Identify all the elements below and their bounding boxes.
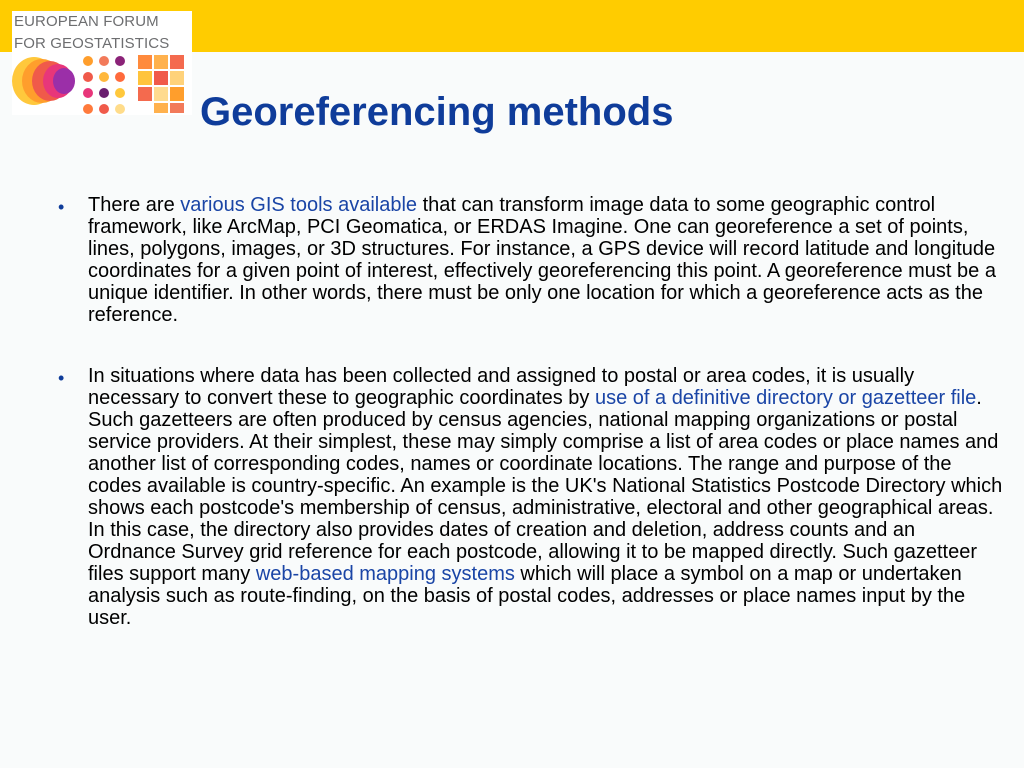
logo-text-line-1: EUROPEAN FORUM — [14, 13, 159, 30]
bullet-text: In situations where data has been collected and assigned to postal or area codes, it is usually necessary to convert these to geographic coordinates by — [88, 365, 915, 409]
bullet-list — [58, 194, 1008, 629]
bullet-text: which will place a symbol on a map or undertaken analysis such as route-finding, on the basis of postal codes, addresses or place names input by the user. — [88, 563, 966, 629]
logo — [12, 11, 192, 115]
bullet-item-gazetteer — [58, 365, 1008, 629]
bullet-dot-icon: • — [58, 368, 65, 388]
bullet-item-gis-tools — [58, 194, 1008, 326]
link-gazetteer-file[interactable]: use of a definitive directory or gazetteer file — [594, 387, 977, 409]
bullet-text: . Such gazetteers are often produced by census agencies, national mapping organizations or postal service providers. At their simplest, these may simply comprise a list of area codes or place names and another list of corresponding codes, names or coordinate locations. The range and purpose of the codes available is country-specific. An example is the UK's National Statistics Postcode Directory which shows each postcode's membership of census, administrative, electoral and other geographical areas. In this case, the directory also provides dates of creation and deletion, address counts and an Ordnance Survey grid reference for each postcode, allowing it to be mapped directly. Such gazetteer files support many — [88, 387, 1003, 585]
page-title: Georeferencing methods — [200, 90, 674, 134]
bullet-text: There are — [88, 194, 181, 216]
link-web-mapping-systems[interactable]: web-based mapping systems — [255, 563, 515, 585]
link-gis-tools[interactable]: various GIS tools available — [180, 194, 418, 216]
dot-grid-logo-icon — [12, 55, 192, 115]
logo-text-line-2: FOR GEOSTATISTICS — [14, 35, 170, 52]
bullet-dot-icon: • — [58, 197, 65, 217]
bullet-text: that can transform image data to some geographic control framework, like ArcMap, PCI Geomatica, or ERDAS Imagine. One can georeference a set of points, lines, polygons, images, or 3D structures. For instance, a GPS device will record latitude and longitude coordinates for a given point of interest, effectively georeferencing this point. A georeference must be a unique identifier. In other words, there must be only one location for which a georeference acts as the reference. — [88, 194, 996, 326]
